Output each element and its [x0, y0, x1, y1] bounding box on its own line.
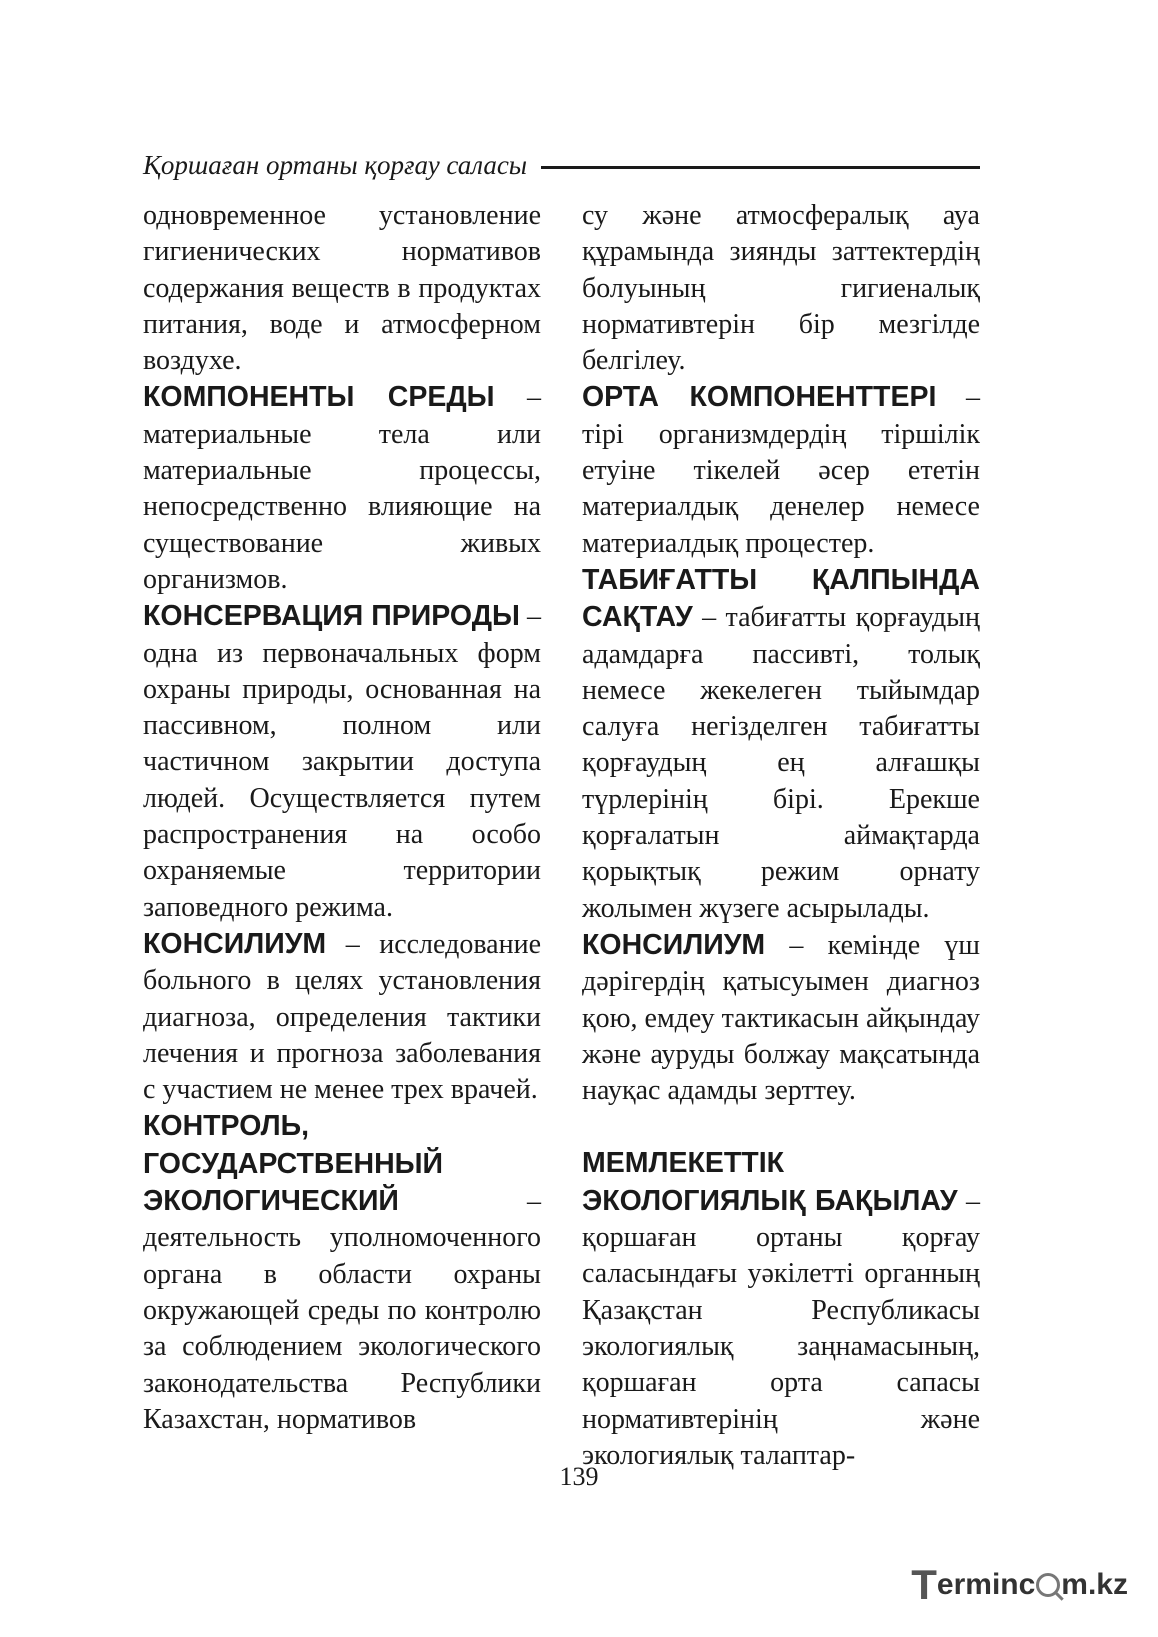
entry-memlekettik-bakylau [582, 1145, 980, 1474]
paragraph-gap [582, 1109, 980, 1145]
entry-tabigatty-kalpynda-saktau [582, 562, 980, 927]
entry-orta-komponentteri [582, 379, 980, 561]
right-column [582, 198, 980, 1474]
entry-term: КОНТРОЛЬ, ГОСУДАРСТВЕННЫЙ ЭКОЛОГИЧЕСКИЙ [143, 1110, 444, 1218]
entry-kontrol-ekologicheskiy [143, 1108, 541, 1438]
entry-term: КОНСЕРВАЦИЯ ПРИРОДЫ [143, 600, 520, 633]
entry-definition: – материальные тела или материальные процессы, непосредственно влияющие на существование живых организмов. [143, 382, 541, 595]
entry-definition: – деятельность уполномоченного органа в области охраны окружающей среды по контролю за соблюдением экологического законодательства Республики Казахстан, нормативов [143, 1186, 541, 1435]
entry-definition: – қоршаған ортаны қорғау саласындағы уәкілетті органның Қазақстан Республикасы экологиялық заңнамасының, қоршаған орта сапасы нормативтерінің және экологиялық талаптар- [582, 1185, 980, 1471]
entry-konservaciya-prirody [143, 598, 541, 926]
header-rule [541, 166, 980, 169]
watermark-logo [911, 1561, 1128, 1609]
entry-term: ТАБИҒАТТЫ ҚАЛПЫНДА САҚТАУ [582, 563, 980, 634]
entry-konsilium-kz [582, 927, 980, 1109]
entry-definition: – кемінде үш дәрігердің қатысуымен диагноз қою, емдеу тактикасын айқындау және ауруды болжау мақсатында науқас адамды зерттеу. [582, 929, 981, 1107]
entry-konsilium-ru [143, 926, 541, 1108]
entry-term: МЕМЛЕКЕТТІК ЭКОЛОГИЯЛЫҚ БАҚЫЛАУ [582, 1147, 958, 1217]
entry-term: КОНСИЛИУМ [143, 927, 327, 960]
entry-term: ОРТА КОМПОНЕНТТЕРІ [582, 381, 937, 414]
header-title: Қоршаған ортаны қорғау саласы [143, 149, 528, 180]
entry-komponenty-sredy [143, 379, 541, 598]
watermark-text-2: m.kz [1061, 1568, 1128, 1601]
entry-term: КОНСИЛИУМ [582, 928, 766, 961]
watermark-prefix: T [911, 1561, 937, 1608]
entry-term: КОМПОНЕНТЫ СРЕДЫ [143, 381, 495, 414]
magnifier-icon [1036, 1573, 1060, 1597]
entry-definition: – исследование больного в целях установления диагноза, определения тактики лечения и прогноза заболевания с участием не менее трех врачей. [143, 928, 541, 1106]
entry-definition: – тірі организмдердің тіршілік етуіне тікелей әсер ететін материалдық денелер немесе материалдық процестер. [582, 382, 980, 559]
left-continuation: одновременное установление гигиенических нормативов содержания веществ в продуктах питания, воде и атмосферном воздухе. [143, 200, 541, 377]
page-number: 139 [559, 1462, 599, 1491]
watermark-text-1: erminc [936, 1568, 1036, 1601]
entry-definition: – одна из первоначальных форм охраны природы, основанная на пассивном, полном или частичном закрытии доступа людей. Осуществляется путем распространения на особо охраняемые территории заповедного режима. [143, 601, 541, 923]
running-header [143, 147, 980, 183]
right-continuation: су және атмосфералық ауа құрамында зиянды заттектердің болуының гигиеналық нормативтерін бір мезгілде белгілеу. [582, 200, 980, 377]
entry-definition: – табиғатты қорғаудың адамдарға пассивті, толық немесе жекелеген тыйымдар салуға негізделген табиғатты қорғаудың ең алғашқы түрлерінің бірі. Ерекше қорғалатын аймақтарда қорықтық режим орнату жолымен жүзеге асырылады. [582, 602, 980, 924]
left-column [143, 198, 541, 1438]
